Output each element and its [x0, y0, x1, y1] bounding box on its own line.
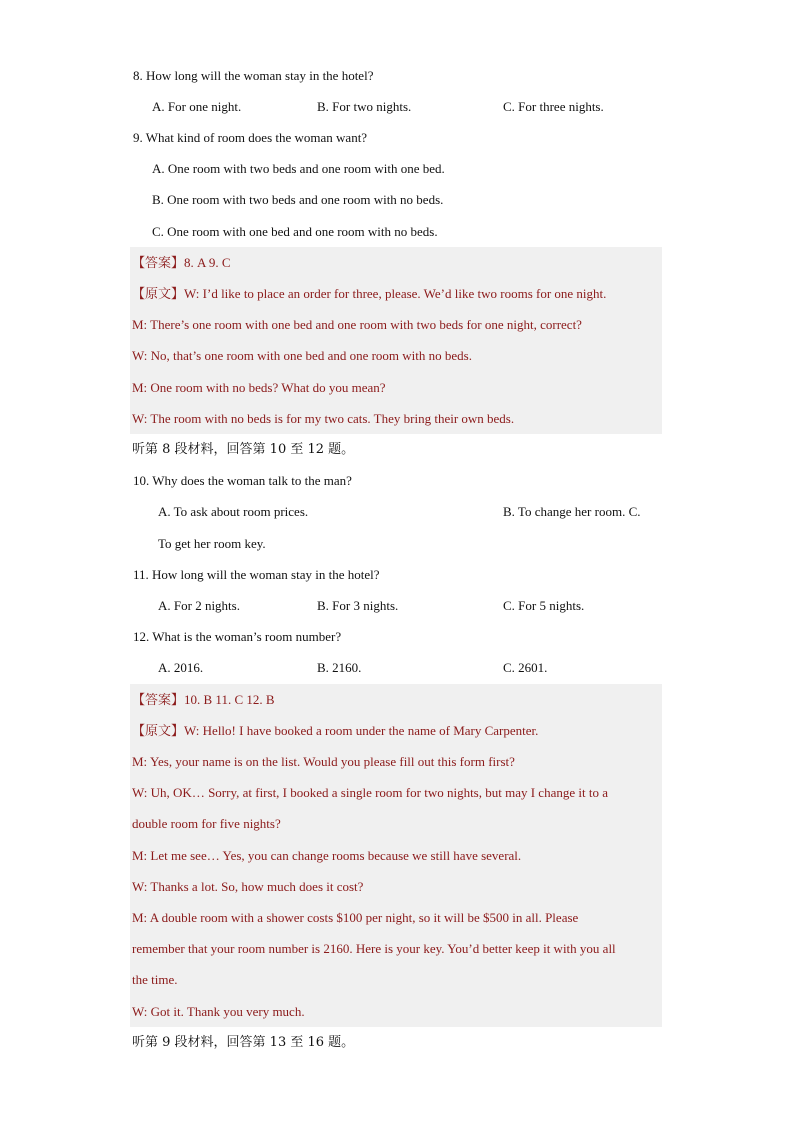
question-9: 9. What kind of room does the woman want? — [133, 130, 368, 145]
question-11: 11. How long will the woman stay in the hotel? — [133, 567, 380, 582]
question-10: 10. Why does the woman talk to the man? — [133, 473, 352, 488]
answer-values: 10. B 11. C 12. B — [184, 692, 275, 707]
section-8-heading: 听第 8 段材料，回答第 10 至 12 题。 — [132, 442, 355, 457]
q11-option-a: A. For 2 nights. — [158, 598, 240, 613]
q11-option-b: B. For 3 nights. — [317, 598, 399, 613]
q11-option-c: C. For 5 nights. — [503, 598, 585, 613]
answer-values: 8. A 9. C — [184, 255, 231, 270]
transcript-line-2-8: remember that your room number is 2160. Here is your key. You’d better keep it with you all — [132, 941, 616, 956]
answer-block-1 — [130, 247, 662, 434]
q12-option-a: A. 2016. — [158, 660, 204, 675]
q8-option-a: A. For one night. — [152, 99, 242, 114]
transcript-line-2-4: double room for five nights? — [132, 816, 281, 831]
section-9-heading: 听第 9 段材料，回答第 13 至 16 题。 — [132, 1035, 355, 1050]
answer-tag: 【答案】 — [132, 256, 185, 271]
question-12: 12. What is the woman’s room number? — [133, 629, 342, 644]
transcript-line-2-9: the time. — [132, 972, 178, 987]
answer-line-2 — [132, 688, 662, 712]
transcript-line-2-5: M: Let me see… Yes, you can change rooms because we still have several. — [132, 848, 522, 863]
transcript-line-2-1: 【原文】W: Hello! I have booked a room under the name of Mary Carpenter. — [132, 723, 539, 739]
q10-option-a: A. To ask about room prices. — [158, 504, 309, 519]
transcript-line-2-7: M: A double room with a shower costs $100 per night, so it will be $500 in all. Please — [132, 910, 579, 925]
transcript-line-1-5: W: The room with no beds is for my two cats. They bring their own beds. — [132, 411, 515, 426]
q9-option-a: A. One room with two beds and one room with one bed. — [152, 161, 445, 176]
transcript-line-2-3: W: Uh, OK… Sorry, at first, I booked a single room for two nights, but may I change it to a — [132, 785, 608, 800]
q10-option-c: To get her room key. — [158, 536, 266, 551]
transcript-line-2-6: W: Thanks a lot. So, how much does it cost? — [132, 879, 364, 894]
transcript-line-1-1: 【原文】W: I’d like to place an order for three, please. We’d like two rooms for one night. — [132, 286, 607, 302]
answer-tag: 【答案】 — [132, 693, 185, 708]
transcript-line-2-10: W: Got it. Thank you very much. — [132, 1004, 305, 1019]
q12-option-b: B. 2160. — [317, 660, 362, 675]
question-8: 8. How long will the woman stay in the hotel? — [133, 68, 374, 83]
q10-option-b: B. To change her room. C. — [503, 504, 641, 519]
transcript-tag: 【原文】 — [132, 287, 185, 302]
transcript-line-1-4: M: One room with no beds? What do you mean? — [132, 380, 386, 395]
transcript-tag: 【原文】 — [132, 724, 185, 739]
transcript-line-1-2: M: There’s one room with one bed and one room with two beds for one night, correct? — [132, 317, 582, 332]
q8-option-c: C. For three nights. — [503, 99, 604, 114]
answer-line-1 — [132, 251, 662, 275]
q8-option-b: B. For two nights. — [317, 99, 412, 114]
q9-option-b: B. One room with two beds and one room with no beds. — [152, 192, 444, 207]
q12-option-c: C. 2601. — [503, 660, 548, 675]
q9-option-c: C. One room with one bed and one room with no beds. — [152, 224, 438, 239]
transcript-line-1-3: W: No, that’s one room with one bed and one room with no beds. — [132, 348, 472, 363]
transcript-line-2-2: M: Yes, your name is on the list. Would you please fill out this form first? — [132, 754, 515, 769]
